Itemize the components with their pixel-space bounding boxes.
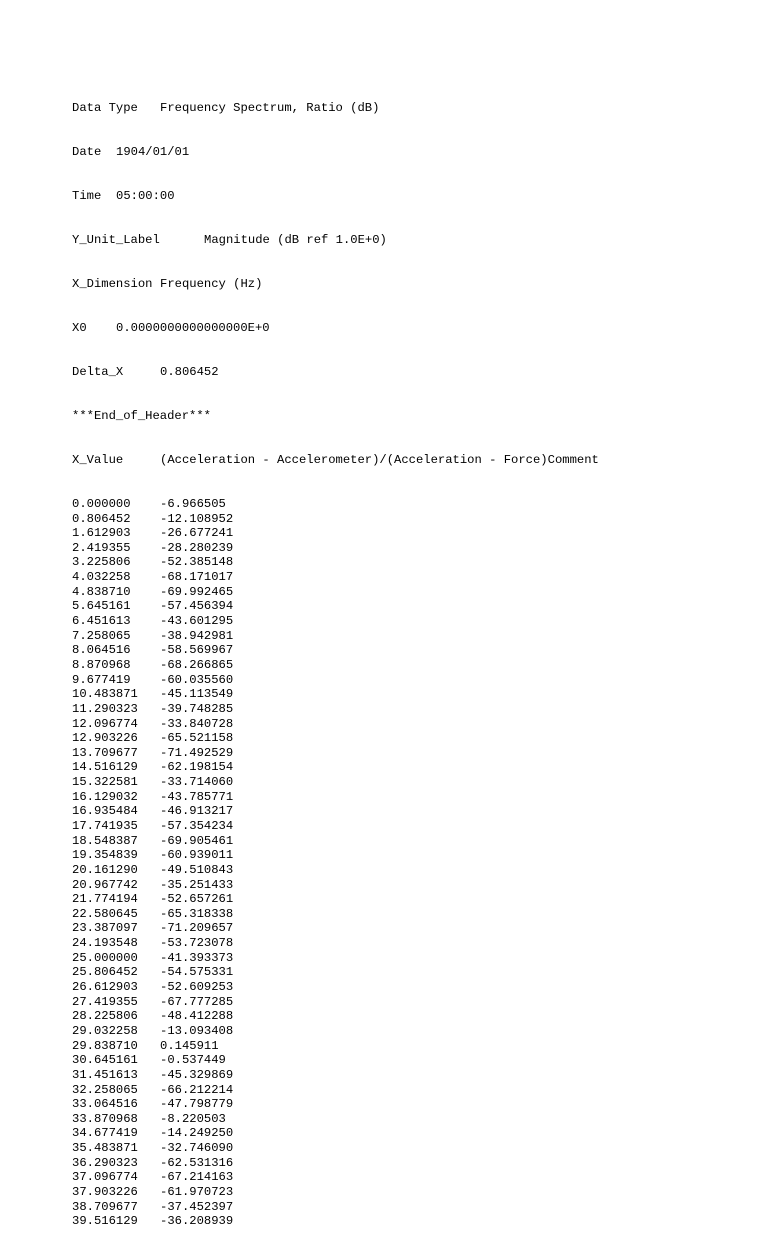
y-value-cell: -39.748285 <box>160 701 234 716</box>
x-value-cell: 0.000000 <box>72 496 131 511</box>
x-value-cell: 13.709677 <box>72 745 138 760</box>
table-row <box>72 1141 599 1156</box>
x-dimension-label: X_Dimension <box>72 277 153 292</box>
y-value-cell: -57.456394 <box>160 599 234 614</box>
y-value-cell: -67.214163 <box>160 1170 234 1185</box>
table-row <box>72 629 599 644</box>
x-value-cell: 30.645161 <box>72 1053 138 1068</box>
x-value-cell: 34.677419 <box>72 1126 138 1141</box>
x-value-cell: 26.612903 <box>72 980 138 995</box>
header-data-type <box>72 101 599 116</box>
table-row <box>72 863 599 878</box>
y-value-cell: -46.913217 <box>160 804 234 819</box>
data-type-label: Data Type <box>72 101 138 116</box>
table-row <box>72 790 599 805</box>
y-value-cell: -13.093408 <box>160 1023 234 1038</box>
x-value-cell: 15.322581 <box>72 775 138 790</box>
table-row <box>72 775 599 790</box>
x-value-cell: 25.806452 <box>72 965 138 980</box>
x-value-cell: 33.870968 <box>72 1111 138 1126</box>
x-value-cell: 12.903226 <box>72 731 138 746</box>
table-row <box>72 819 599 834</box>
table-row <box>72 1156 599 1171</box>
x-value-cell: 38.709677 <box>72 1199 138 1214</box>
x-value-cell: 19.354839 <box>72 848 138 863</box>
x-value-cell: 17.741935 <box>72 818 138 833</box>
data-rows <box>72 497 599 1229</box>
x-value-cell: 14.516129 <box>72 760 138 775</box>
x-value-cell: 22.580645 <box>72 906 138 921</box>
y-value-cell: -67.777285 <box>160 994 234 1009</box>
y-value-cell: -12.108952 <box>160 511 234 526</box>
x-value-cell: 10.483871 <box>72 687 138 702</box>
x-value-cell: 3.225806 <box>72 555 131 570</box>
x-value-cell: 0.806452 <box>72 511 131 526</box>
table-row <box>72 673 599 688</box>
table-row <box>72 834 599 849</box>
x-value-cell: 16.129032 <box>72 789 138 804</box>
y-value-cell: -26.677241 <box>160 526 234 541</box>
x-value-cell: 20.161290 <box>72 862 138 877</box>
y-value-cell: -43.601295 <box>160 614 234 629</box>
table-row <box>72 614 599 629</box>
table-row <box>72 1200 599 1215</box>
y-value-cell: -53.723078 <box>160 936 234 951</box>
table-row <box>72 1097 599 1112</box>
table-row <box>72 555 599 570</box>
table-row <box>72 1053 599 1068</box>
table-row <box>72 1024 599 1039</box>
y-value-cell: -61.970723 <box>160 1185 234 1199</box>
table-row <box>72 936 599 951</box>
y-value-cell: -62.198154 <box>160 760 234 775</box>
table-row <box>72 746 599 761</box>
y-value-cell: -45.329869 <box>160 1067 234 1082</box>
y-value-cell: -62.531316 <box>160 1155 234 1170</box>
header-delta-x <box>72 365 599 380</box>
table-row <box>72 878 599 893</box>
y-value-cell: -37.452397 <box>160 1199 234 1214</box>
table-row <box>72 1126 599 1141</box>
table-row <box>72 965 599 980</box>
date-label: Date <box>72 145 102 160</box>
y-value-cell: -58.569967 <box>160 643 234 658</box>
table-row <box>72 570 599 585</box>
table-row <box>72 995 599 1010</box>
table-row <box>72 1170 599 1185</box>
y-value-cell: -8.220503 <box>160 1111 226 1126</box>
x-value-cell: 28.225806 <box>72 1009 138 1024</box>
header-y-unit <box>72 233 599 248</box>
table-row <box>72 585 599 600</box>
delta-x-value: 0.806452 <box>160 365 219 380</box>
x-value-cell: 9.677419 <box>72 672 131 687</box>
data-type-value: Frequency Spectrum, Ratio (dB) <box>160 101 380 116</box>
x-value-cell: 24.193548 <box>72 936 138 951</box>
text-document <box>72 72 599 1244</box>
x-value-cell: 8.870968 <box>72 657 131 672</box>
y-value-cell: -71.492529 <box>160 745 234 760</box>
x-value-cell: 6.451613 <box>72 614 131 629</box>
x-value-cell: 18.548387 <box>72 833 138 848</box>
y-value-cell: -14.249250 <box>160 1126 234 1141</box>
y-value-cell: -6.966505 <box>160 496 226 511</box>
column-header-y: (Acceleration - Accelerometer)/(Acceleration - Force)Comment <box>160 452 599 467</box>
x-value-cell: 1.612903 <box>72 526 131 541</box>
table-row <box>72 599 599 614</box>
y-value-cell: -48.412288 <box>160 1009 234 1024</box>
x0-label: X0 <box>72 321 87 336</box>
y-value-cell: -52.657261 <box>160 892 234 907</box>
table-row <box>72 907 599 922</box>
x-value-cell: 25.000000 <box>72 950 138 965</box>
x-value-cell: 33.064516 <box>72 1097 138 1112</box>
y-value-cell: -65.318338 <box>160 906 234 921</box>
table-row <box>72 921 599 936</box>
x-value-cell: 4.838710 <box>72 584 131 599</box>
x-value-cell: 37.903226 <box>72 1185 138 1199</box>
y-value-cell: -0.537449 <box>160 1053 226 1068</box>
x-value-cell: 32.258065 <box>72 1082 138 1097</box>
x-value-cell: 5.645161 <box>72 599 131 614</box>
x-value-cell: 29.838710 <box>72 1038 138 1053</box>
table-row <box>72 512 599 527</box>
table-row <box>72 1214 599 1229</box>
y-value-cell: -66.212214 <box>160 1082 234 1097</box>
x-value-cell: 29.032258 <box>72 1023 138 1038</box>
table-row <box>72 951 599 966</box>
y-value-cell: -69.992465 <box>160 584 234 599</box>
x-value-cell: 21.774194 <box>72 892 138 907</box>
column-header-x: X_Value <box>72 452 124 467</box>
table-row <box>72 731 599 746</box>
y-value-cell: -52.385148 <box>160 555 234 570</box>
y-value-cell: -57.354234 <box>160 818 234 833</box>
x-value-cell: 8.064516 <box>72 643 131 658</box>
y-value-cell: -33.714060 <box>160 775 234 790</box>
x-value-cell: 31.451613 <box>72 1067 138 1082</box>
table-row <box>72 848 599 863</box>
y-value-cell: -69.905461 <box>160 833 234 848</box>
table-row <box>72 658 599 673</box>
x-value-cell: 12.096774 <box>72 716 138 731</box>
y-value-cell: 0.145911 <box>160 1038 219 1053</box>
header-time <box>72 189 599 204</box>
header-x-dimension <box>72 277 599 292</box>
table-row <box>72 1039 599 1054</box>
x-value-cell: 23.387097 <box>72 921 138 936</box>
time-label: Time <box>72 189 102 204</box>
x-value-cell: 37.096774 <box>72 1170 138 1185</box>
x-value-cell: 35.483871 <box>72 1141 138 1156</box>
x-value-cell: 36.290323 <box>72 1155 138 1170</box>
x-dimension-value: Frequency (Hz) <box>160 277 263 292</box>
x-value-cell: 11.290323 <box>72 701 138 716</box>
y-unit-label: Y_Unit_Label <box>72 233 160 248</box>
delta-x-label: Delta_X <box>72 365 124 380</box>
header-date <box>72 145 599 160</box>
x-value-cell: 2.419355 <box>72 540 131 555</box>
table-header <box>72 453 599 468</box>
y-value-cell: -49.510843 <box>160 862 234 877</box>
y-value-cell: -45.113549 <box>160 687 234 702</box>
x-value-cell: 16.935484 <box>72 804 138 819</box>
y-value-cell: -35.251433 <box>160 877 234 892</box>
table-row <box>72 804 599 819</box>
table-row <box>72 980 599 995</box>
y-value-cell: -41.393373 <box>160 950 234 965</box>
table-row <box>72 1185 599 1200</box>
x-value-cell: 4.032258 <box>72 570 131 585</box>
x-value-cell: 39.516129 <box>72 1214 138 1229</box>
y-value-cell: -47.798779 <box>160 1097 234 1112</box>
date-value: 1904/01/01 <box>116 145 190 160</box>
header-end-marker: ***End_of_Header*** <box>72 408 211 423</box>
header-x0 <box>72 321 599 336</box>
y-value-cell: -32.746090 <box>160 1141 234 1156</box>
x0-value: 0.0000000000000000E+0 <box>116 321 270 336</box>
table-row <box>72 760 599 775</box>
y-value-cell: -38.942981 <box>160 628 234 643</box>
table-row <box>72 541 599 556</box>
x-value-cell: 7.258065 <box>72 628 131 643</box>
table-row <box>72 1112 599 1127</box>
x-value-cell: 20.967742 <box>72 877 138 892</box>
time-value: 05:00:00 <box>116 189 175 204</box>
table-row <box>72 892 599 907</box>
y-value-cell: -54.575331 <box>160 965 234 980</box>
y-value-cell: -60.939011 <box>160 848 234 863</box>
y-value-cell: -52.609253 <box>160 980 234 995</box>
table-row <box>72 717 599 732</box>
y-value-cell: -43.785771 <box>160 789 234 804</box>
x-value-cell: 27.419355 <box>72 994 138 1009</box>
table-row <box>72 1083 599 1098</box>
y-value-cell: -36.208939 <box>160 1214 234 1229</box>
y-value-cell: -68.171017 <box>160 570 234 585</box>
table-row <box>72 702 599 717</box>
y-value-cell: -71.209657 <box>160 921 234 936</box>
table-row <box>72 526 599 541</box>
y-value-cell: -65.521158 <box>160 731 234 746</box>
y-value-cell: -28.280239 <box>160 540 234 555</box>
y-value-cell: -60.035560 <box>160 672 234 687</box>
y-value-cell: -33.840728 <box>160 716 234 731</box>
table-row <box>72 643 599 658</box>
table-row <box>72 1009 599 1024</box>
table-row <box>72 497 599 512</box>
table-row <box>72 1068 599 1083</box>
y-value-cell: -68.266865 <box>160 657 234 672</box>
table-row <box>72 687 599 702</box>
y-unit-value: Magnitude (dB ref 1.0E+0) <box>204 233 387 248</box>
